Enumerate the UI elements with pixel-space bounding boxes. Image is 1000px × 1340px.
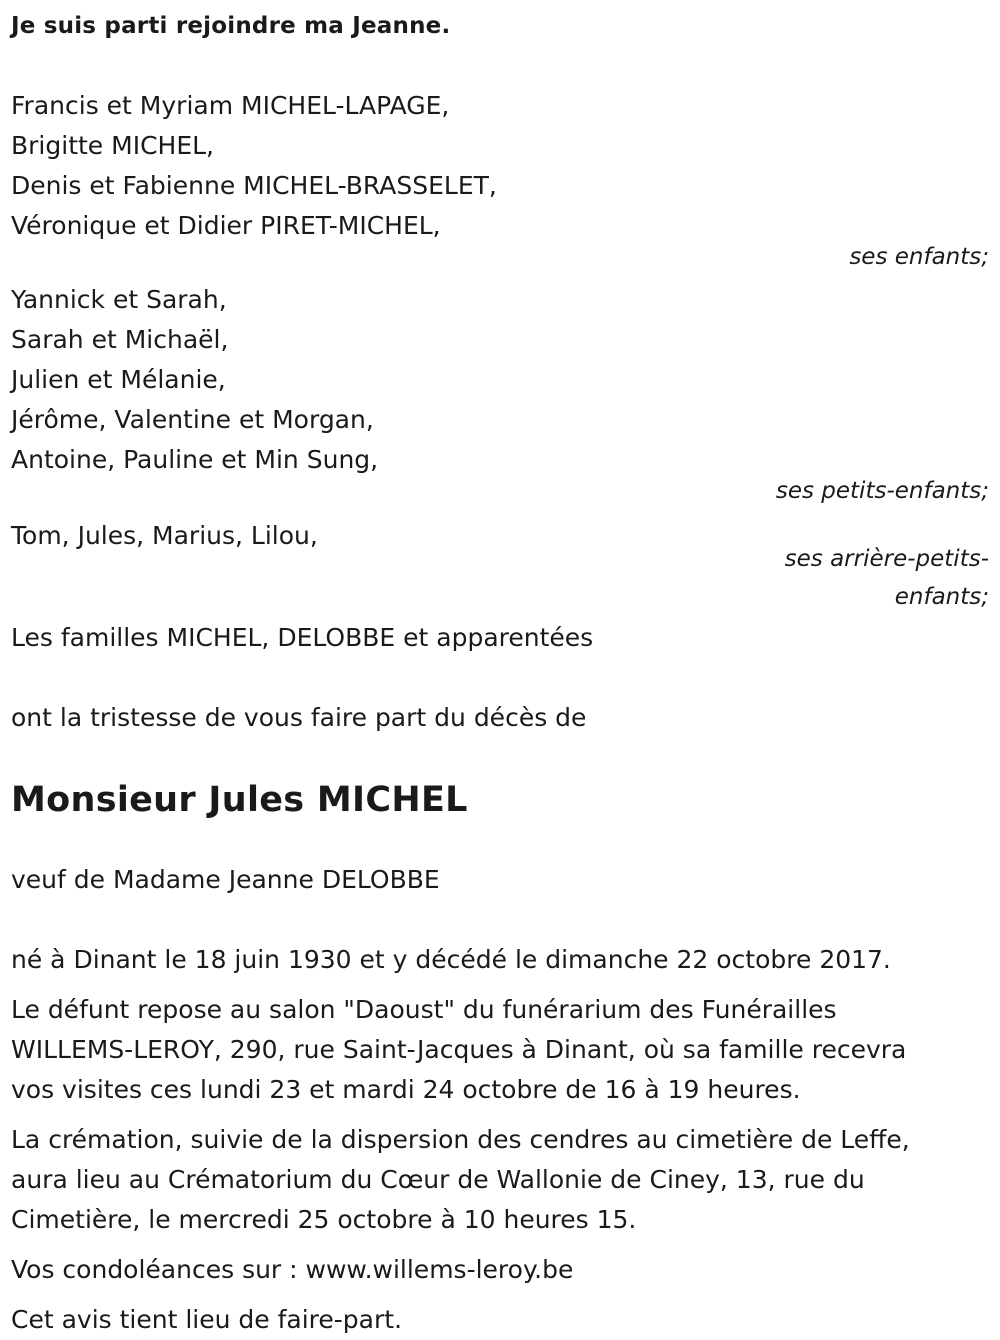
deceased-name: Monsieur Jules MICHEL xyxy=(11,780,468,820)
families-line: Les familles MICHEL, DELOBBE et apparentées xyxy=(11,623,594,652)
family-member-line: Jérôme, Valentine et Morgan, xyxy=(11,405,374,434)
obituary-notice xyxy=(11,0,991,1340)
family-member-line: Sarah et Michaël, xyxy=(11,325,229,354)
cremation-line: aura lieu au Crématorium du Cœur de Wallonie de Ciney, 13, rue du xyxy=(11,1165,865,1194)
intro-quote: Je suis parti rejoindre ma Jeanne. xyxy=(11,13,451,39)
family-member-line: Antoine, Pauline et Min Sung, xyxy=(11,445,379,474)
cremation-line: Cimetière, le mercredi 25 octobre à 10 heures 15. xyxy=(11,1205,637,1234)
family-member-line: Tom, Jules, Marius, Lilou, xyxy=(11,521,318,550)
great-grandchildren-group xyxy=(11,516,991,616)
widower-line: veuf de Madame Jeanne DELOBBE xyxy=(11,865,440,894)
family-member-line: Denis et Fabienne MICHEL-BRASSELET, xyxy=(11,171,497,200)
family-member-line: Francis et Myriam MICHEL-LAPAGE, xyxy=(11,91,450,120)
grandchildren-group xyxy=(11,280,991,510)
children-group xyxy=(11,86,991,276)
family-member-line: Yannick et Sarah, xyxy=(11,285,227,314)
family-member-line: Brigitte MICHEL, xyxy=(11,131,214,160)
family-member-line: Véronique et Didier PIRET-MICHEL, xyxy=(11,211,441,240)
family-member-line: Julien et Mélanie, xyxy=(11,365,226,394)
birth-death-line: né à Dinant le 18 juin 1930 et y décédé le dimanche 22 octobre 2017. xyxy=(11,945,891,974)
condolences-line: Vos condoléances sur : www.willems-leroy.be xyxy=(11,1255,574,1284)
relation-label-children: ses enfants; xyxy=(849,244,989,270)
relation-label-grandchildren: ses petits-enfants; xyxy=(775,478,989,504)
rest-info-line: vos visites ces lundi 23 et mardi 24 octobre de 16 à 19 heures. xyxy=(11,1075,801,1104)
rest-info-paragraph xyxy=(11,990,991,1110)
announcement-line: ont la tristesse de vous faire part du décès de xyxy=(11,703,587,732)
rest-info-line: WILLEMS-LEROY, 290, rue Saint-Jacques à Dinant, où sa famille recevra xyxy=(11,1035,907,1064)
relation-label-line: ses arrière-petits- xyxy=(784,546,989,572)
closing-line: Cet avis tient lieu de faire-part. xyxy=(11,1305,403,1334)
cremation-paragraph xyxy=(11,1120,991,1240)
cremation-line: La crémation, suivie de la dispersion des cendres au cimetière de Leffe, xyxy=(11,1125,910,1154)
relation-label-line: enfants; xyxy=(894,584,989,610)
rest-info-line: Le défunt repose au salon "Daoust" du funérarium des Funérailles xyxy=(11,995,837,1024)
